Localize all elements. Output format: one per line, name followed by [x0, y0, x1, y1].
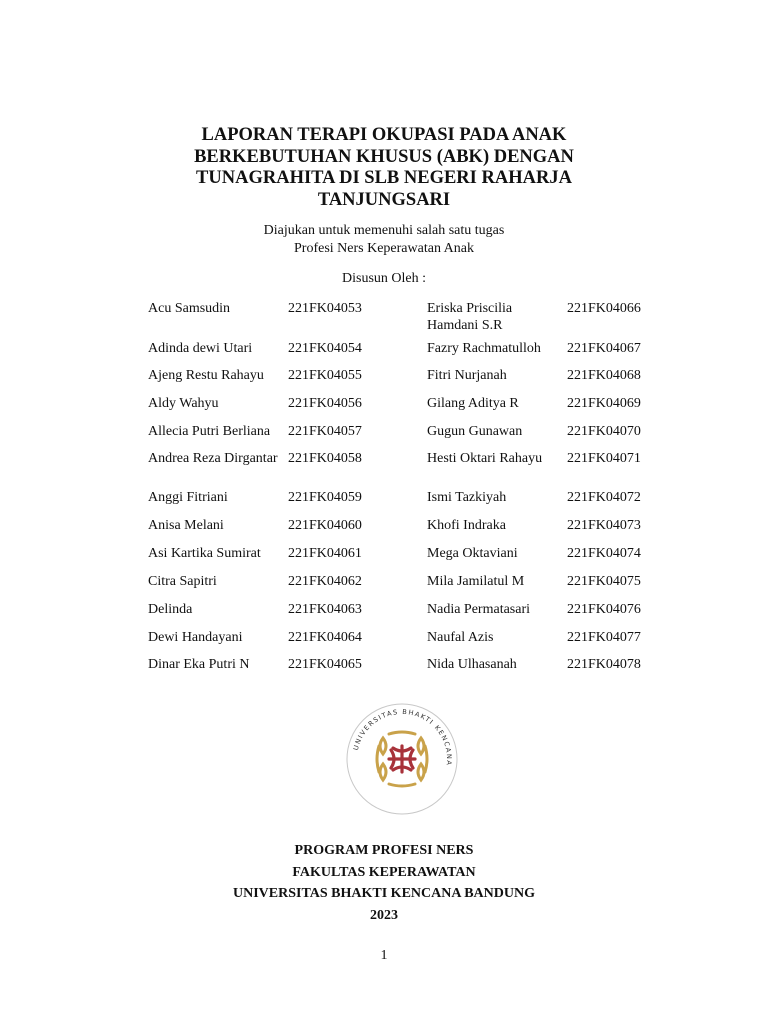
university-emblem-graphic — [343, 700, 461, 818]
student-nim: 221FK04060 — [288, 518, 362, 533]
university-name: UNIVERSITAS BHAKTI KENCANA BANDUNG — [233, 886, 535, 901]
title-line: LAPORAN TERAPI OKUPASI PADA ANAK — [201, 125, 567, 145]
report-subtitle — [184, 222, 584, 258]
student-nim: 221FK04076 — [567, 602, 641, 617]
roster-row — [148, 300, 668, 334]
institution-block — [184, 840, 584, 926]
student-name: Naufal Azis — [427, 630, 494, 645]
student-nim: 221FK04056 — [288, 396, 362, 411]
title-line: TANJUNGSARI — [317, 189, 451, 210]
student-nim: 221FK04071 — [567, 451, 641, 466]
student-name: Dinar Eka Putri N — [148, 657, 250, 672]
student-nim: 221FK04058 — [288, 451, 362, 466]
student-nim: 221FK04053 — [288, 301, 362, 316]
student-name: Mega Oktaviani — [427, 546, 518, 561]
student-nim: 221FK04067 — [567, 341, 641, 356]
student-name: Anisa Melani — [148, 518, 224, 533]
student-nim: 221FK04072 — [567, 490, 641, 505]
student-name: Nadia Permatasari — [427, 602, 531, 617]
faculty-name: FAKULTAS KEPERAWATAN — [292, 864, 476, 880]
program-name: PROGRAM PROFESI NERS — [294, 843, 474, 858]
student-name: Aldy Wahyu — [148, 396, 219, 411]
page-number: 1 — [380, 948, 388, 963]
student-name: Anggi Fitriani — [148, 490, 228, 505]
student-nim: 221FK04055 — [288, 368, 362, 383]
subtitle-line: Profesi Ners Keperawatan Anak — [294, 241, 474, 256]
student-nim: 221FK04061 — [288, 546, 362, 561]
student-name: Nida Ulhasanah — [427, 657, 517, 672]
student-name: Fazry Rachmatulloh — [427, 341, 541, 356]
student-name: Fitri Nurjanah — [427, 368, 507, 383]
student-name: Delinda — [148, 602, 193, 617]
title-line: TUNAGRAHITA DI SLB NEGERI RAHARJA — [196, 168, 572, 188]
student-name: Hesti Oktari Rahayu — [427, 451, 543, 466]
student-nim: 221FK04059 — [288, 490, 362, 505]
authors-heading: Disusun Oleh : — [342, 271, 426, 286]
student-name: Andrea Reza Dirgantar — [148, 451, 278, 466]
student-nim: 221FK04069 — [567, 396, 641, 411]
student-nim: 221FK04075 — [567, 574, 641, 589]
student-nim: 221FK04063 — [288, 602, 362, 617]
report-title — [184, 125, 584, 211]
student-nim: 221FK04057 — [288, 424, 362, 439]
student-name: Khofi Indraka — [427, 518, 506, 533]
student-nim: 221FK04066 — [567, 301, 641, 316]
student-name: Adinda dewi Utari — [148, 341, 253, 356]
student-name: Mila Jamilatul M — [427, 574, 525, 589]
title-line: BERKEBUTUHAN KHUSUS (ABK) DENGAN — [194, 146, 574, 167]
student-name: Asi Kartika Sumirat — [148, 546, 261, 561]
student-name: Gugun Gunawan — [427, 424, 523, 439]
roster-row — [148, 450, 668, 484]
student-name: Ismi Tazkiyah — [427, 490, 507, 505]
university-emblem-icon — [343, 700, 461, 818]
roster-row — [148, 656, 668, 690]
student-name: Acu Samsudin — [148, 301, 231, 316]
year: 2023 — [370, 907, 398, 923]
student-nim: 221FK04065 — [288, 657, 362, 672]
student-name: Citra Sapitri — [148, 574, 217, 589]
student-nim: 221FK04062 — [288, 574, 362, 589]
student-nim: 221FK04064 — [288, 630, 362, 645]
student-nim: 221FK04077 — [567, 630, 641, 645]
student-name: Ajeng Restu Rahayu — [148, 368, 264, 383]
student-nim: 221FK04078 — [567, 657, 641, 672]
student-nim: 221FK04073 — [567, 518, 641, 533]
emblem-ring-text: UNIVERSITAS BHAKTI KENCANA — [351, 707, 454, 767]
student-name: Gilang Aditya R — [427, 396, 519, 411]
student-nim: 221FK04068 — [567, 368, 641, 383]
subtitle-line: Diajukan untuk memenuhi salah satu tugas — [263, 223, 505, 238]
student-nim: 221FK04070 — [567, 424, 641, 439]
student-nim: 221FK04054 — [288, 341, 362, 356]
student-name: Allecia Putri Berliana — [148, 424, 271, 439]
student-nim: 221FK04074 — [567, 546, 641, 561]
student-name: Eriska Priscilia Hamdani S.R — [427, 301, 513, 333]
student-name: Dewi Handayani — [148, 630, 243, 645]
